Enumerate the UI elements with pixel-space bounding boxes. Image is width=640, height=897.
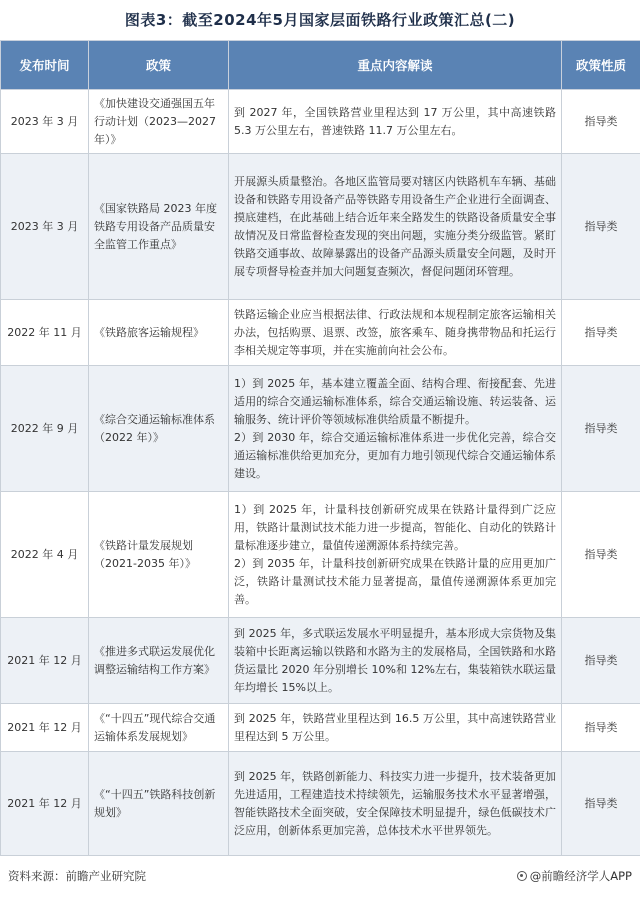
content-line: 2）到 2035 年，计量科技创新研究成果在铁路计量的应用更加广泛，铁路计量测试技术能力显著提高，量值传递溯源体系更加完善。 [234,556,556,606]
policy-table [0,40,640,856]
header-nature: 政策性质 [562,41,640,90]
brand-attribution [517,868,632,884]
row-nature: 指导类 [562,492,640,618]
row-content: 铁路运输企业应当根据法律、行政法规和本规程制定旅客运输相关办法，包括购票、退票、改签，旅客乘车、随身携带物品和托运行李相关规定等事项，并在实施前向社会公布。 [229,300,562,366]
figure-title: 图表3：截至2024年5月国家层面铁路行业政策汇总(二) [124,11,516,29]
content-line: 2）到 2030 年，综合交通运输标准体系进一步优化完善，综合交通运输标准供给更加充分，更加有力地引领现代综合交通运输体系建设。 [234,430,556,480]
row-nature: 指导类 [562,704,640,752]
row-nature: 指导类 [562,154,640,300]
row-content: 到 2025 年，铁路创新能力、科技实力进一步提升，技术装备更加先进适用，工程建造技术持续领先，运输服务技术水平显著增强，智能铁路技术全面突破，安全保障技术明显提升，绿色低碳技术广泛应用，创新体系更加完善，总体技术水平世界领先。 [229,752,562,856]
row-policy: 《加快建设交通强国五年行动计划（2023—2027 年）》 [89,90,229,154]
row-nature: 指导类 [562,366,640,492]
table-row [1,752,640,856]
row-nature: 指导类 [562,618,640,704]
source-note: 资料来源：前瞻产业研究院 [8,869,146,883]
table-row [1,366,640,492]
row-date: 2022 年 11 月 [1,300,89,366]
header-date: 发布时间 [1,41,89,90]
row-policy: 《国家铁路局 2023 年度铁路专用设备产品质量安全监管工作重点》 [89,154,229,300]
row-date: 2022 年 9 月 [1,366,89,492]
row-nature: 指导类 [562,752,640,856]
table-row [1,154,640,300]
header-policy: 政策 [89,41,229,90]
row-content [229,492,562,618]
header-content: 重点内容解读 [229,41,562,90]
row-date: 2021 年 12 月 [1,618,89,704]
row-nature: 指导类 [562,300,640,366]
row-date: 2023 年 3 月 [1,90,89,154]
row-content [229,366,562,492]
table-row [1,300,640,366]
table-row [1,618,640,704]
row-policy: 《“十四五”现代综合交通运输体系发展规划》 [89,704,229,752]
row-policy: 《铁路计量发展规划（2021-2035 年）》 [89,492,229,618]
row-content: 到 2025 年，铁路营业里程达到 16.5 万公里，其中高速铁路营业里程达到 5 万公里。 [229,704,562,752]
row-content: 到 2027 年，全国铁路营业里程达到 17 万公里，其中高速铁路 5.3 万公里左右，普速铁路 11.7 万公里左右。 [229,90,562,154]
content-line: 1）到 2025 年，基本建立覆盖全面、结构合理、衔接配套、先进适用的综合交通运输标准体系，综合交通运输设施、转运装备、运输服务、统计评价等领域标准供给质量不断提升。 [234,376,556,426]
row-date: 2023 年 3 月 [1,154,89,300]
row-policy: 《铁路旅客运输规程》 [89,300,229,366]
row-date: 2022 年 4 月 [1,492,89,618]
table-row [1,704,640,752]
row-policy: 《综合交通运输标准体系（2022 年）》 [89,366,229,492]
table-row [1,492,640,618]
row-content: 开展源头质量整治。各地区监管局要对辖区内铁路机车车辆、基础设备和铁路专用设备产品等铁路专用设备生产企业进行全面调查、摸底建档，在此基础上结合近年来全路发生的铁路设备质量安全事故情况及日常监督检查发现的突出问题，实施分类分级监管。紧盯铁路交通事故、故障暴露出的设备产品源头质量安全问题，及时开展专项督导检查并加大问题复查频次，督促问题闭环管理。 [229,154,562,300]
row-nature: 指导类 [562,90,640,154]
content-line: 1）到 2025 年，计量科技创新研究成果在铁路计量得到广泛应用，铁路计量测试技术能力进一步提高，智能化、自动化的铁路计量标准逐步建立，量值传递溯源体系持续完善。 [234,502,556,552]
row-date: 2021 年 12 月 [1,752,89,856]
row-content: 到 2025 年，多式联运发展水平明显提升，基本形成大宗货物及集装箱中长距离运输以铁路和水路为主的发展格局，全国铁路和水路货运量比 2020 年分别增长 10%和 12%左右，集装箱铁水联运量年均增长 15%以上。 [229,618,562,704]
row-date: 2021 年 12 月 [1,704,89,752]
brand-icon [517,871,527,881]
row-policy: 《推进多式联运发展优化调整运输结构工作方案》 [89,618,229,704]
table-header-row [1,41,640,90]
table-row [1,90,640,154]
brand-label: @前瞻经济学人APP [529,869,632,883]
footer [0,855,640,897]
row-policy: 《“十四五”铁路科技创新规划》 [89,752,229,856]
